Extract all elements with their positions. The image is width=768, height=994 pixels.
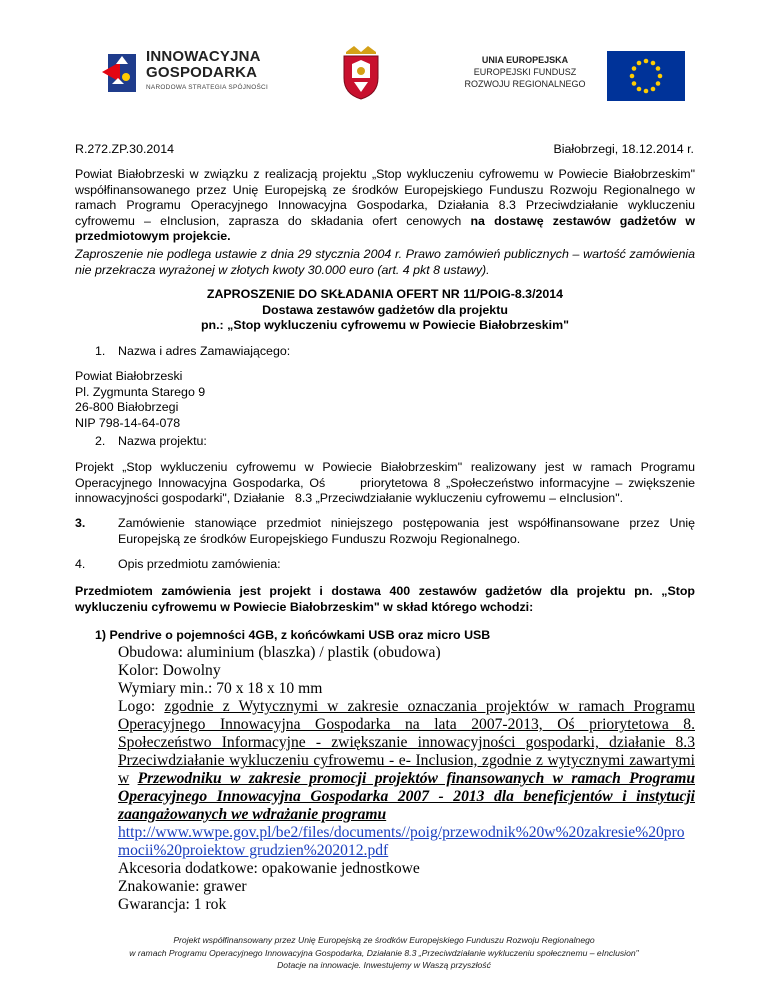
logo-guide: Przewodniku w zakresie promocji projektów finansowanych w ramach Programu Operacyjnego Innowacyjna Gospodarka 2007 - 2013 dla beneficjentów i instytucji zaangażowanych we wdrażanie programu <box>118 770 695 823</box>
gwarancja-line: Gwarancja: 1 rok <box>118 896 227 913</box>
logo-paragraph <box>118 698 695 824</box>
address-line-3: 26-800 Białobrzegi <box>75 400 179 414</box>
logo-label: Logo: <box>118 698 156 715</box>
subject-paragraph: Przedmiotem zamówienia jest projekt i dostawa 400 zestawów gadżetów dla projektu pn. „Stop wykluczeniu cyfrowemu w Powiecie Białobrzeskim" w skład którego wchodzi: <box>75 584 695 614</box>
eu-logo <box>455 51 695 103</box>
title-block <box>75 287 695 334</box>
innowacyjna-gospodarka-emblem-icon <box>102 50 140 96</box>
intro-paragraph <box>75 167 695 245</box>
section-4-number: 4. <box>75 557 86 571</box>
section-1-title: Nazwa i adres Zamawiającego: <box>118 344 291 358</box>
legal-note: Zaproszenie nie podlega ustawie z dnia 29 stycznia 2004 r. Prawo zamówień publicznych – wartość zamówienia nie przekracza wyrażonej w złotych kwoty 30.000 euro (art. 4 pkt 8 ustawy). <box>75 247 695 277</box>
address-block <box>75 369 205 431</box>
item-1-title: 1) Pendrive o pojemności 4GB, z końcówkami USB oraz micro USB <box>95 628 491 642</box>
section-2-number: 2. <box>95 434 106 448</box>
logo-line-2: GOSPODARKA <box>146 64 258 81</box>
powiat-coat-of-arms-icon <box>340 44 382 100</box>
section-3-number: 3. <box>75 516 86 530</box>
footer-line-1: Projekt współfinansowany przez Unię Europejską ze środków Europejskiego Funduszu Rozwoju Regionalnego <box>173 935 595 945</box>
footer-line-2: w ramach Programu Operacyjnego Innowacyjna Gospodarka, Działanie 8.3 „Przeciwdziałanie wykluczeniu społecznemu – eInclusion" <box>129 947 639 958</box>
wymiary-line: Wymiary min.: 70 x 18 x 10 mm <box>118 680 323 697</box>
guide-link-line-1[interactable]: http://www.wwpe.gov.pl/be2/files/documents//poig/przewodnik%20w%20zakresie%20pro <box>118 824 685 841</box>
eu-line-1: UNIA EUROPEJSKA <box>481 55 569 65</box>
item-1-details <box>118 644 695 914</box>
section-2-title: Nazwa projektu: <box>118 434 207 448</box>
znakowanie-line: Znakowanie: grawer <box>118 878 247 895</box>
page-footer <box>40 934 728 972</box>
innowacyjna-gospodarka-logo <box>102 44 272 100</box>
section-1-number: 1. <box>95 344 106 358</box>
place-date: Białobrzegi, 18.12.2014 r. <box>553 142 694 156</box>
title-line-3: pn.: „Stop wykluczeniu cyfrowemu w Powiecie Białobrzeskim" <box>200 318 570 332</box>
logo-text: zgodnie z Wytycznymi w zakresie oznaczania projektów w ramach Programu Operacyjnego Innowacyjna Gospodarka na lata 2007-2013, Oś priorytetowa 8. Społeczeństwo Informacyjne - zwiększanie innowacyjności gospodarki, działanie 8.3 Przeciwdziałanie wykluczeniu cyfrowemu - e- Inclusion, zgodnie z wytycznymi zawartymi w <box>118 698 695 787</box>
section-2-text: Projekt „Stop wykluczeniu cyfrowemu w Powiecie Białobrzeskim" realizowany jest w ramach Programu Operacyjnego Innowacyjna Gospodarka, Oś priorytetowa 8 „Społeczeństwo informacyjne – zwiększenie innowacyjności gospodarki", Działanie 8.3 „Przeciwdziałanie wykluczeniu cyfrowemu – eInclusion". <box>75 460 699 505</box>
guide-link-line-2[interactable]: mocii%20proiektow grudzien%202012.pdf <box>118 842 389 859</box>
intro-bold-text: na dostawę zestawów gadżetów w przedmiotowym projekcie. <box>75 213 695 243</box>
kolor-line: Kolor: Dowolny <box>118 662 221 679</box>
eu-line-2: EUROPEJSKI FUNDUSZ <box>473 67 577 77</box>
obudowa-line: Obudowa: aluminium (blaszka) / plastik (obudowa) <box>118 644 441 661</box>
intro-text: Powiat Białobrzeski w związku z realizacją projektu „Stop wykluczeniu cyfrowemu w Powiecie Białobrzeskim" współfinansowanego przez Unię Europejską ze środków Europejskiego Funduszu Rozwoju Regionalnego w ramach Programu Operacyjnego Innowacyjna Gospodarka, Działania 8.3 Przeciwdziałanie wykluczeniu cyfrowemu – eInclusion, zaprasza do składania ofert cenowych <box>75 167 695 228</box>
eu-flag-icon <box>607 51 685 101</box>
logo-line-1: INNOWACYJNA <box>146 48 261 65</box>
reference-number: R.272.ZP.30.2014 <box>75 142 174 156</box>
eu-line-3: ROZWOJU REGIONALNEGO <box>464 79 586 89</box>
section-4-title: Opis przedmiotu zamówienia: <box>118 557 281 571</box>
address-line-4: NIP 798-14-64-078 <box>75 415 181 430</box>
akcesoria-line: Akcesoria dodatkowe: opakowanie jednostkowe <box>118 860 420 877</box>
address-line-1: Powiat Białobrzeski <box>75 369 183 383</box>
title-line-2: Dostawa zestawów gadżetów dla projektu <box>262 302 508 317</box>
address-line-2: Pl. Zygmunta Starego 9 <box>75 384 206 399</box>
logo-line-3: NARODOWA STRATEGIA SPÓJNOŚCI <box>146 84 269 91</box>
title-line-1: ZAPROSZENIE DO SKŁADANIA OFERT NR 11/POIG-8.3/2014 <box>206 287 564 301</box>
footer-line-3: Dotacje na innowacje. Inwestujemy w Waszą przyszłość <box>277 960 491 970</box>
section-3-text: Zamówienie stanowiące przedmiot niniejszego postępowania jest współfinansowane przez Unię Europejską ze środków Europejskiego Funduszu Rozwoju Regionalnego. <box>118 516 695 546</box>
